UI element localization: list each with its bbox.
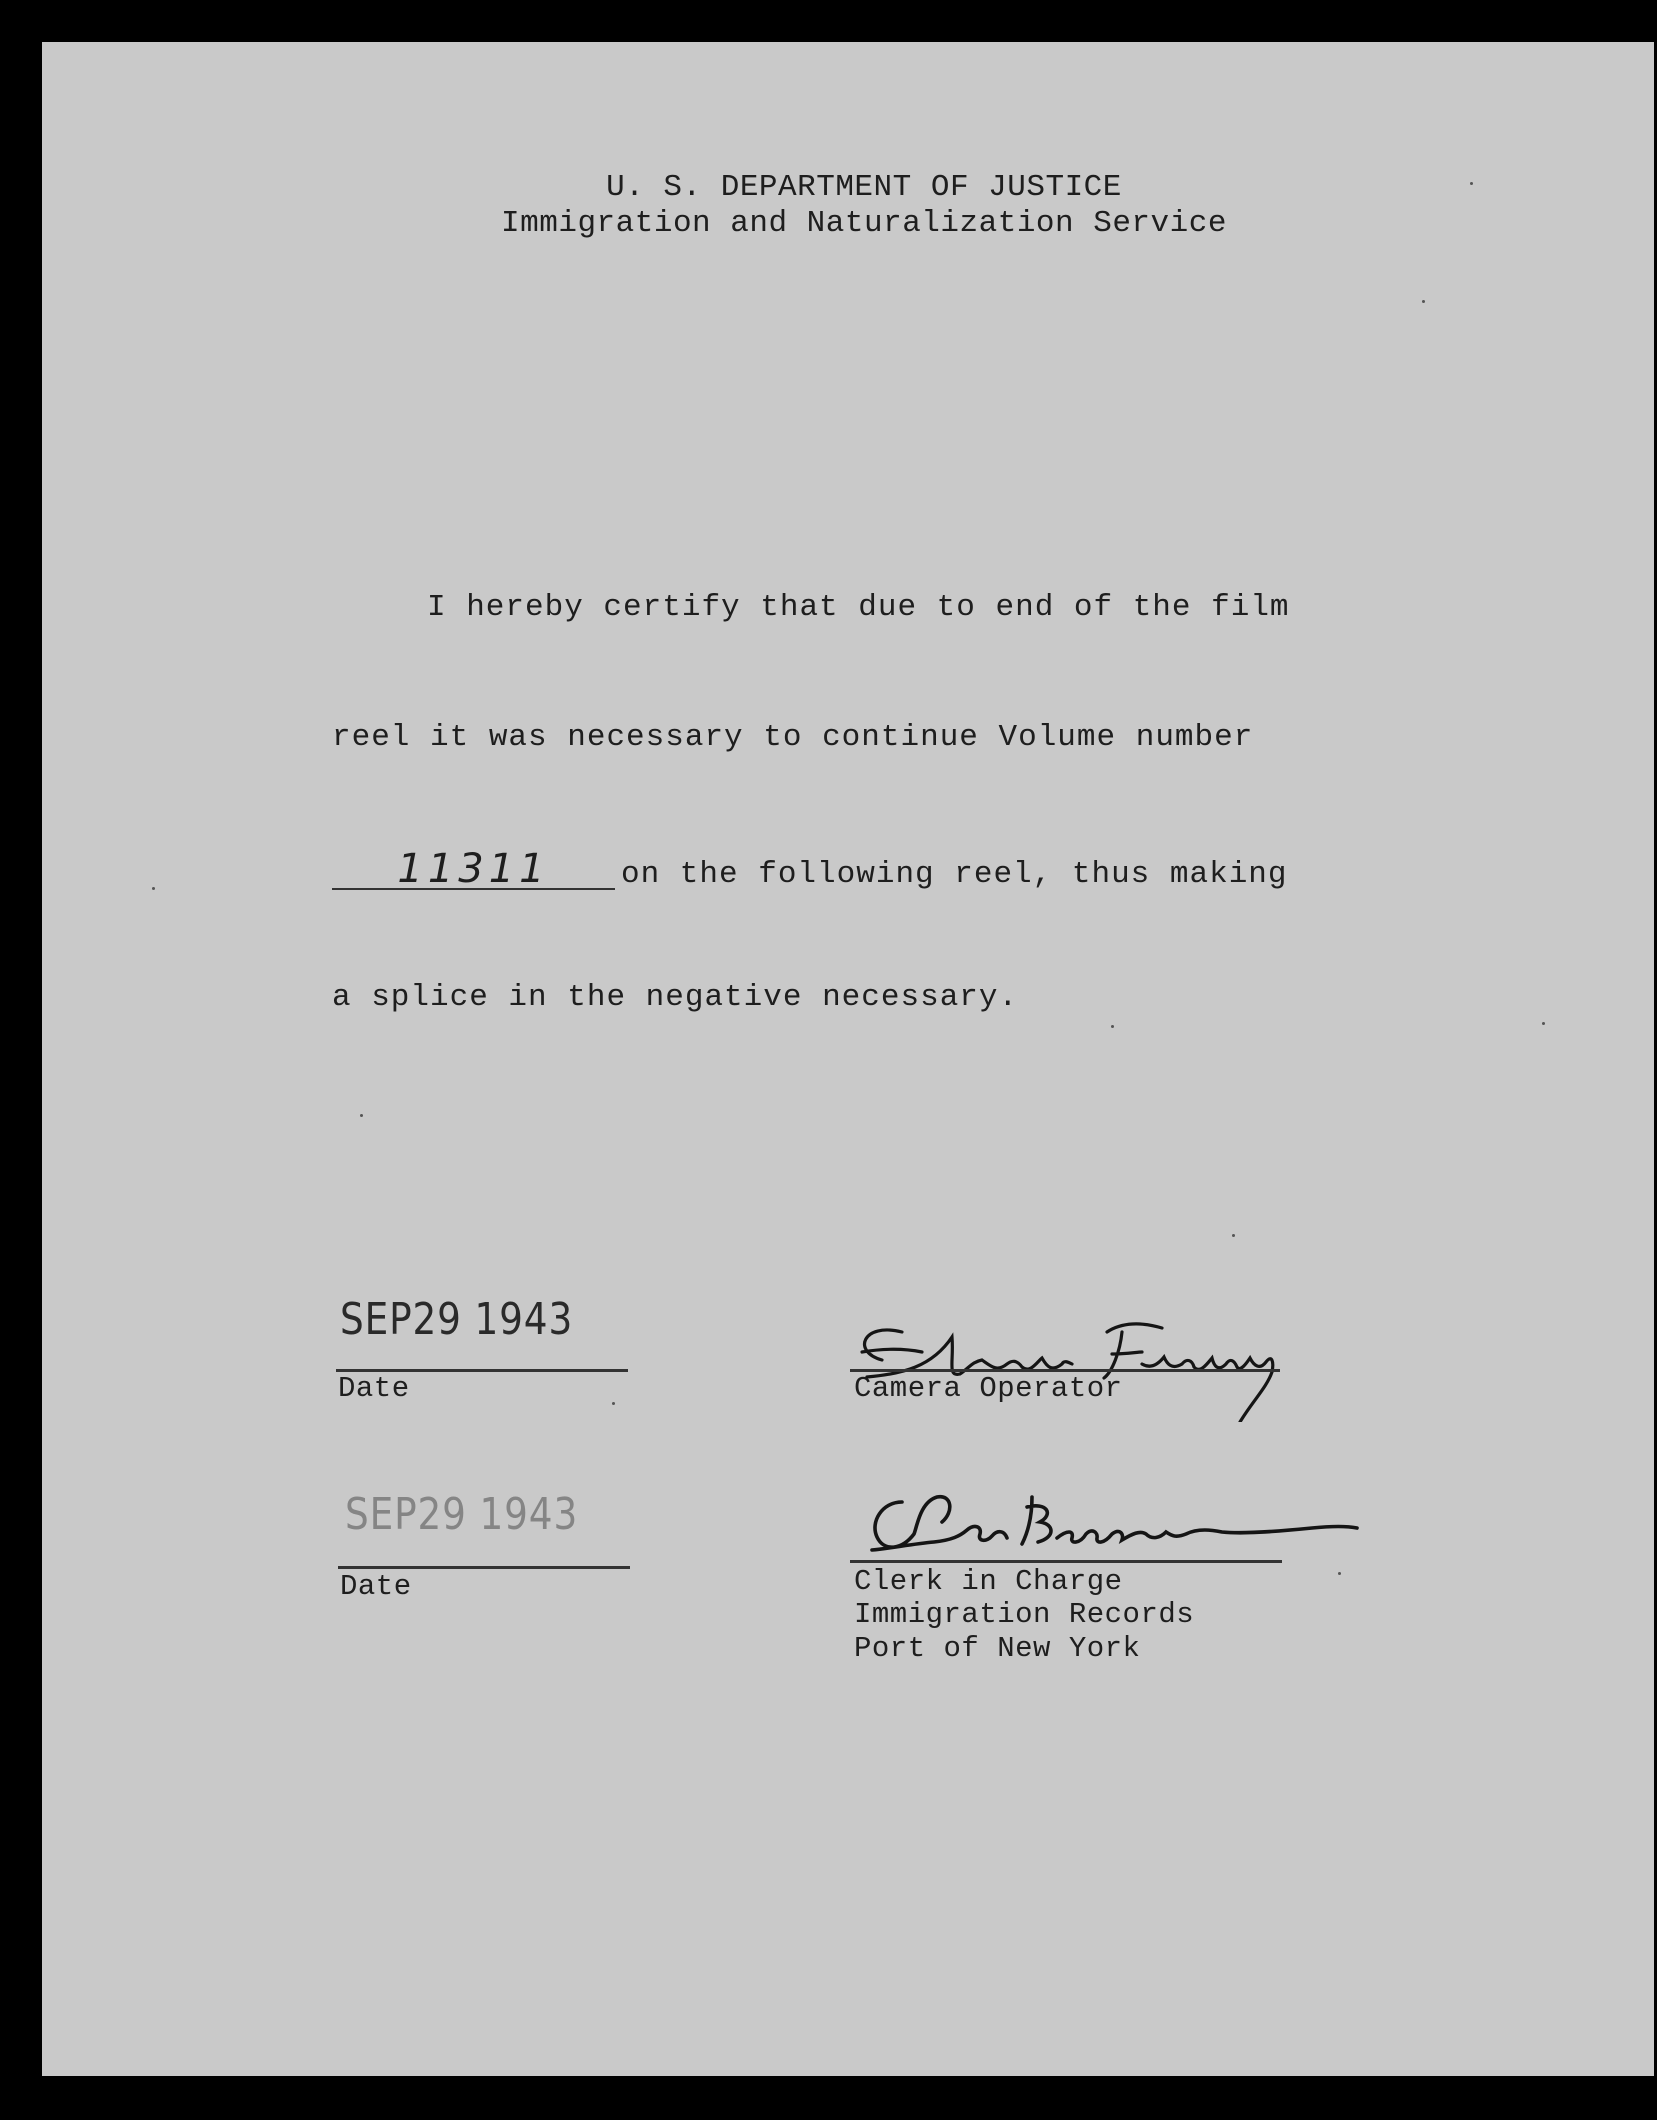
clerk-title-line-2: Immigration Records [854,1598,1195,1631]
certification-line-2: reel it was necessary to continue Volume number [332,720,1254,755]
certification-line-3 [332,846,1288,892]
department-heading: U. S. DEPARTMENT OF JUSTICE [606,170,1122,205]
film-speck [360,1114,363,1117]
date-label-2: Date [340,1570,412,1603]
clerk-signature [842,1472,1362,1572]
clerk-title-line-1: Clerk in Charge [854,1565,1123,1598]
date-label-1: Date [338,1372,410,1405]
clerk-title-line-3: Port of New York [854,1632,1141,1665]
certification-line-4: a splice in the negative necessary. [332,980,1019,1015]
clerk-signature-rule [850,1560,1282,1563]
film-speck [1422,300,1425,303]
volume-number-handwritten: 11311 [332,850,615,890]
film-speck [612,1402,615,1405]
film-speck [1470,182,1473,185]
film-speck [1338,1572,1341,1575]
film-speck [1111,1025,1114,1028]
service-subheading: Immigration and Naturalization Service [501,206,1227,241]
date-stamp-1: SEP29 1943 [340,1294,574,1345]
date-rule-2 [338,1566,630,1569]
date-stamp-2: SEP29 1943 [345,1489,579,1540]
film-speck [152,887,155,890]
film-speck [1232,1234,1235,1237]
certification-line-1: I hereby certify that due to end of the film [427,590,1290,625]
certification-line-3-text: on the following reel, thus making [621,857,1288,892]
operator-title: Camera Operator [854,1372,1123,1405]
film-speck [1542,1022,1545,1025]
document-page [42,42,1654,2076]
